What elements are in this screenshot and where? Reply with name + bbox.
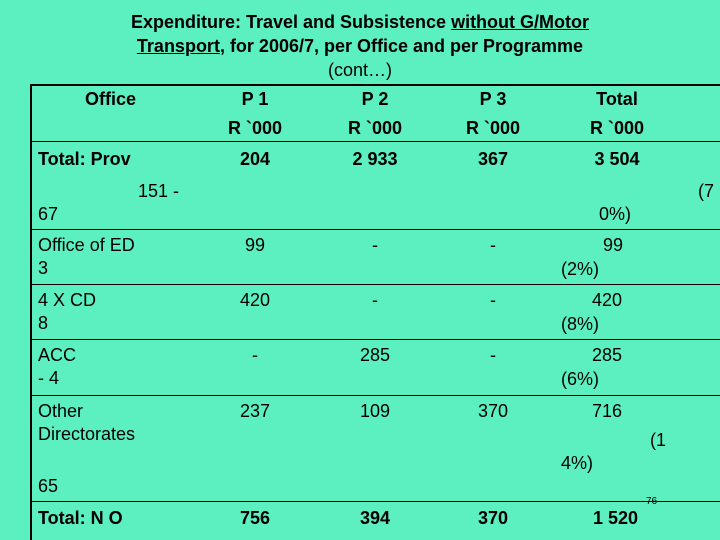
header-office: Office	[85, 89, 137, 109]
row-cd-p2: -	[372, 290, 378, 310]
row-ed-p1: 99	[244, 235, 266, 255]
row-no-p3: 370	[477, 508, 509, 528]
row-cd-total: 420	[592, 290, 623, 310]
row-divider	[30, 395, 720, 396]
row-divider	[30, 339, 720, 340]
row-divider	[30, 229, 720, 230]
row-prov-p2: 2 933	[352, 149, 398, 169]
header-total: Total	[596, 89, 638, 109]
title-underlined-2: Transport	[136, 36, 220, 56]
row-acc-pct: (6%)	[561, 369, 600, 389]
title-underlined-1: without G/Motor	[451, 12, 590, 32]
row-prov-pct-b: 0%)	[599, 204, 632, 224]
row-ed-pct: (2%)	[561, 259, 600, 279]
row-cd-pct: (8%)	[561, 314, 600, 334]
row-no-total: 1 520	[593, 508, 639, 528]
row-prov-total: 3 504	[594, 149, 640, 169]
row-divider	[30, 284, 720, 285]
row-acc-p2: 285	[359, 345, 391, 365]
row-other-p3: 370	[477, 401, 509, 421]
row-other-p2: 109	[359, 401, 391, 421]
row-cd-p1: 420	[239, 290, 271, 310]
row-no-superscript: 76	[646, 496, 658, 507]
row-acc-p1: -	[252, 345, 258, 365]
row-other-pct-b: 4%)	[561, 453, 594, 473]
header-unit-total: R `000	[589, 118, 645, 138]
row-cd-label-2: 8	[38, 313, 49, 333]
row-ed-label: Office of ED	[38, 235, 135, 255]
row-other-p1: 237	[239, 401, 271, 421]
row-acc-p3: -	[490, 345, 496, 365]
row-no-p1: 756	[239, 508, 271, 528]
row-prov-label: Total: Prov	[38, 149, 131, 169]
row-ed-label-2: 3	[38, 258, 49, 278]
header-p3: P 3	[479, 89, 507, 109]
row-other-label: Other	[38, 401, 84, 421]
row-other-total: 716	[592, 401, 623, 421]
row-acc-label-2: - 4	[38, 368, 60, 388]
title-text-2: , for 2006/7, per Office and per Programme	[219, 36, 584, 56]
row-prov-pct-a: (7	[698, 181, 715, 201]
row-other-label-2: Directorates	[38, 424, 136, 444]
header-unit-p1: R `000	[227, 118, 283, 138]
title-continued: (cont…)	[327, 60, 392, 80]
title-text-1: Expenditure: Travel and Subsistence	[130, 12, 452, 32]
row-divider	[30, 501, 720, 502]
slide-title	[0, 10, 720, 82]
row-prov-label-fragment-2: 67	[38, 204, 59, 224]
row-acc-label: ACC	[38, 345, 77, 365]
row-acc-total: 285	[592, 345, 623, 365]
row-no-label: Total: N O	[38, 508, 123, 528]
row-ed-p3: -	[490, 235, 496, 255]
header-unit-p3: R `000	[465, 118, 521, 138]
row-prov-p1: 204	[239, 149, 271, 169]
header-p2: P 2	[361, 89, 389, 109]
row-other-pct-a: (1	[650, 430, 667, 450]
row-prov-label-fragment: 151 -	[138, 181, 180, 201]
header-unit-p2: R `000	[347, 118, 403, 138]
row-cd-p3: -	[490, 290, 496, 310]
row-other-label-3: 65	[38, 476, 59, 496]
row-no-p2: 394	[359, 508, 391, 528]
header-p1: P 1	[241, 89, 269, 109]
row-ed-p2: -	[372, 235, 378, 255]
row-divider	[30, 141, 720, 142]
row-prov-p3: 367	[477, 149, 509, 169]
row-cd-label: 4 X CD	[38, 290, 97, 310]
row-ed-total: 99	[603, 235, 624, 255]
